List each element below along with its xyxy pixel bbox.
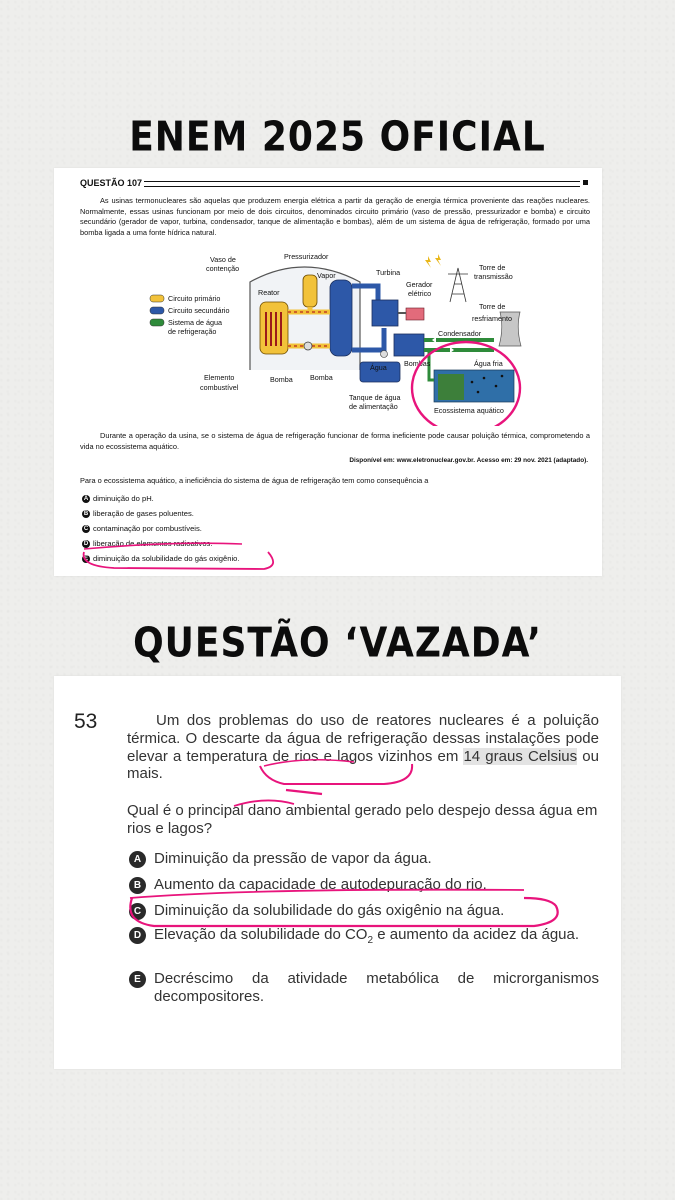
stem-highlight: 14 graus Celsius <box>463 747 578 765</box>
question-stem: Para o ecossistema aquático, a ineficiência do sistema de água de refrigeração tem como consequência a <box>80 476 429 485</box>
svg-text:Torre de: Torre de <box>479 263 506 272</box>
source-citation: Disponível em: www.eletronuclear.gov.br. Acesso em: 29 nov. 2021 (adaptado). <box>349 457 588 464</box>
legend-swatch-cooling <box>150 319 164 326</box>
leaked-option-a <box>129 850 599 868</box>
svg-text:Água fria: Água fria <box>474 359 503 368</box>
question-number: 53 <box>74 710 98 733</box>
diagram-legend <box>150 294 230 336</box>
leaked-letter-e: E <box>129 971 146 988</box>
option-letter-e: E <box>83 555 88 562</box>
lightning-icons <box>425 254 441 268</box>
leaked-letter-a: A <box>129 851 146 868</box>
question-label: QUESTÃO 107 <box>80 178 143 188</box>
svg-text:combustível: combustível <box>200 383 239 392</box>
stem-text: Um dos problemas do uso de reatores nucleares é a poluição térmica. O descarte da água de refrigeração dessas instalações pode elevar a temperatura de rios e lagos vizinhos em <box>127 712 599 765</box>
svg-text:Elemento: Elemento <box>204 373 235 382</box>
leaked-question-stem <box>127 712 599 783</box>
leaked-text-d: Elevação da solubilidade do $CO_2$ e aumento da acidez da água. <box>154 926 580 946</box>
svg-text:resfriamento: resfriamento <box>472 314 512 323</box>
leaked-option-b <box>129 876 599 894</box>
svg-text:Torre de: Torre de <box>479 302 506 311</box>
leaked-question <box>54 676 621 1069</box>
transmission-tower <box>448 268 468 302</box>
option-letter-c: C <box>83 525 89 532</box>
pressurizer <box>303 275 317 307</box>
answer-option-d <box>82 539 212 548</box>
steam-generator <box>330 280 352 356</box>
page-title-official: ENEM 2025 OFICIAL <box>129 113 546 162</box>
legend-primary: Circuito primário <box>168 294 221 303</box>
leaked-text-c: Diminuição da solubilidade do gás oxigênio na água. <box>154 902 505 919</box>
svg-text:Água: Água <box>370 363 387 372</box>
option-letter-d: D <box>83 540 89 547</box>
primary-pump <box>304 342 312 350</box>
svg-text:Bomba: Bomba <box>310 373 333 382</box>
legend-cooling: Sistema de água <box>168 318 222 327</box>
answer-option-b <box>82 509 194 518</box>
option-text-a: diminuição do pH. <box>93 494 154 503</box>
option-text-b: liberação de gases poluentes. <box>93 509 194 518</box>
header-rule <box>144 181 588 187</box>
option-letter-a: A <box>83 495 89 502</box>
svg-text:Ecossistema aquático: Ecossistema aquático <box>434 406 504 415</box>
leaked-letter-d: D <box>129 927 146 944</box>
official-exam-question <box>54 168 602 576</box>
svg-text:Tanque de água: Tanque de água <box>349 393 401 402</box>
turbine <box>372 300 398 326</box>
svg-text:Bombas: Bombas <box>404 359 431 368</box>
svg-text:Vapor: Vapor <box>317 271 336 280</box>
reactor <box>260 302 288 354</box>
answer-option-e <box>82 554 240 563</box>
svg-text:elétrico: elétrico <box>408 289 432 298</box>
svg-text:Reator: Reator <box>258 288 280 297</box>
option-text-c: contaminação por combustíveis. <box>93 524 202 533</box>
legend-secondary: Circuito secundário <box>168 306 230 315</box>
svg-text:de alimentação: de alimentação <box>349 402 398 411</box>
svg-text:Condensador: Condensador <box>438 329 482 338</box>
question-intro: As usinas termonucleares são aquelas que produzem energia elétrica a partir da geração de energia térmica proveniente das reações nucleares. Normalmente, essas usinas funcionam por meio de dois circuitos, denominados circuito primário (vaso de pressão, pressurizador e bomba) e circuito secundário (gerador de vapor, turbina, condensador, tanque de alimentação e bombas), além de um sistema de água de refrigeração, formado por uma bomba ligada a uma fonte hídrica natural. <box>80 196 590 237</box>
svg-text:Gerador: Gerador <box>406 280 433 289</box>
question-context: Durante a operação da usina, se o sistema de água de refrigeração funcionar de forma ineficiente pode causar poluição térmica, comprometendo a vida no ecossistema aquático. <box>80 431 590 451</box>
svg-text:Turbina: Turbina <box>376 268 401 277</box>
leaked-option-c <box>129 902 599 920</box>
nuclear-plant-diagram <box>54 250 602 426</box>
legend-cooling-2: de refrigeração <box>168 327 217 336</box>
svg-text:contenção: contenção <box>206 264 240 273</box>
answer-option-c <box>82 524 202 533</box>
electric-generator <box>406 308 424 320</box>
leaked-option-e <box>129 970 599 1006</box>
svg-text:Pressurizador: Pressurizador <box>284 252 329 261</box>
leaked-text-b: Aumento da capacidade de autodepuração do rio. <box>154 876 487 893</box>
leaked-option-d <box>129 926 599 950</box>
legend-swatch-secondary <box>150 307 164 314</box>
legend-swatch-primary <box>150 295 164 302</box>
leaked-text-a: Diminuição da pressão de vapor da água. <box>154 850 432 867</box>
condenser-box <box>394 334 424 356</box>
svg-text:Vaso de: Vaso de <box>210 255 236 264</box>
leaked-text-e: Decréscimo da atividade metabólica de microrganismos decompositores. <box>154 970 599 1005</box>
leaked-letter-c: C <box>129 903 146 920</box>
svg-text:Bomba: Bomba <box>270 375 293 384</box>
leaked-letter-b: B <box>129 877 146 894</box>
underline-short-mark <box>286 790 322 794</box>
option-letter-b: B <box>83 510 89 517</box>
svg-text:transmissão: transmissão <box>474 272 513 281</box>
answer-option-a <box>82 494 154 503</box>
leaked-question-prompt: Qual é o principal dano ambiental gerado pelo despejo dessa água em rios e lagos? <box>127 802 598 837</box>
stem-end: ou mais. <box>127 747 599 783</box>
section-title-leaked: QUESTÃO ‘VAZADA’ <box>133 619 542 668</box>
option-text-d: liberação de elementos radioativos. <box>93 539 213 548</box>
option-text-e: diminuição da solubilidade do gás oxigênio. <box>93 554 240 563</box>
